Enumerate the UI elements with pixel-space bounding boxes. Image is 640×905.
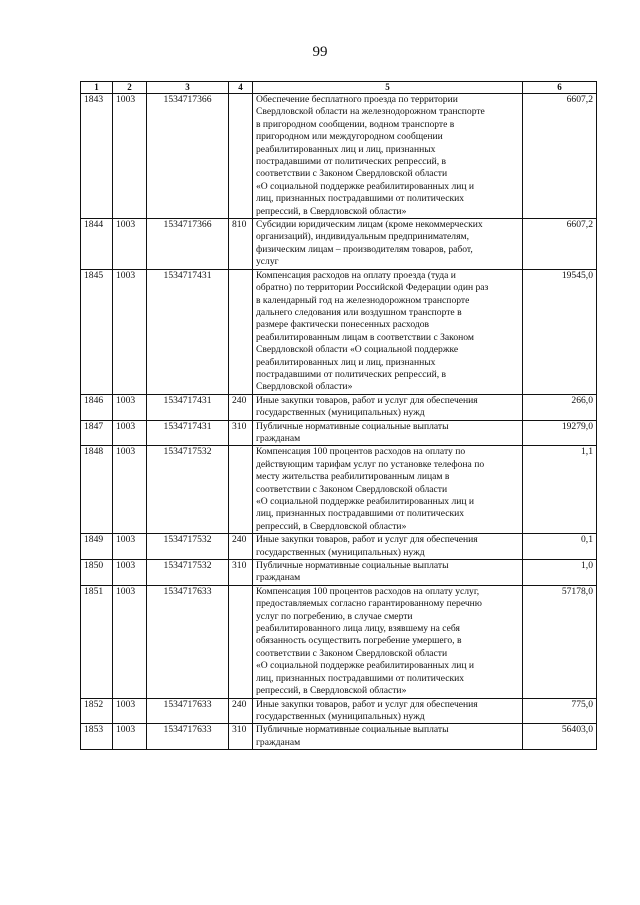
row-number: 1847 [81,420,113,446]
target-article-code: 1534717431 [147,420,229,446]
amount-value: 1,0 [523,560,597,586]
amount-value: 6607,2 [523,94,597,219]
item-description: Иные закупки товаров, работ и услуг для обеспечения государственных (муниципальных) нужд [253,534,523,560]
expense-type-code: 310 [229,724,253,750]
expense-type-code: 310 [229,420,253,446]
table-row [81,534,597,560]
section-code: 1003 [113,394,147,420]
expense-type-code: 240 [229,534,253,560]
expense-type-code [229,94,253,219]
target-article-code: 1534717532 [147,446,229,534]
amount-value: 57178,0 [523,585,597,698]
item-description: Компенсация 100 процентов расходов на оплату услуг, предоставляемых согласно гарантированному перечню услуг по погребению, в случае смерти реабилитированного лица лицу, взявшему на себя обязанность осуществить погребение умершего, в соответствии с Законом Свердловской области «О социальной поддержке реабилитированных лиц и лиц, признанных пострадавшими от политических репрессий, в Свердловской области» [253,585,523,698]
table-row [81,420,597,446]
target-article-code: 1534717633 [147,585,229,698]
target-article-code: 1534717366 [147,219,229,270]
table-row [81,585,597,698]
row-number: 1853 [81,724,113,750]
item-description: Иные закупки товаров, работ и услуг для обеспечения государственных (муниципальных) нужд [253,698,523,724]
table-header [81,82,597,94]
row-number: 1843 [81,94,113,219]
section-code: 1003 [113,219,147,270]
item-description: Компенсация расходов на оплату проезда (туда и обратно) по территории Российской Федерации один раз в календарный год на железнодорожном транспорте дальнего следования или воздушном транспорте в размере фактически понесенных расходов реабилитированным лицам в соответствии с Законом Свердловской области «О социальной поддержке реабилитированных лиц и лиц, признанных пострадавшими от политических репрессий, в Свердловской области» [253,269,523,394]
table-row [81,446,597,534]
target-article-code: 1534717431 [147,269,229,394]
expense-type-code [229,446,253,534]
section-code: 1003 [113,698,147,724]
header-col-6: 6 [523,82,597,94]
expense-type-code: 240 [229,394,253,420]
table-row [81,219,597,270]
table-row [81,94,597,219]
row-number: 1849 [81,534,113,560]
amount-value: 1,1 [523,446,597,534]
target-article-code: 1534717633 [147,724,229,750]
table-row [81,560,597,586]
section-code: 1003 [113,269,147,394]
expense-type-code: 240 [229,698,253,724]
row-number: 1845 [81,269,113,394]
table-body [81,94,597,750]
target-article-code: 1534717633 [147,698,229,724]
item-description: Субсидии юридическим лицам (кроме некоммерческих организаций), индивидуальным предпринимателям, физическим лицам – производителям товаров, работ, услуг [253,219,523,270]
target-article-code: 1534717366 [147,94,229,219]
header-col-5: 5 [253,82,523,94]
target-article-code: 1534717431 [147,394,229,420]
section-code: 1003 [113,94,147,219]
item-description: Публичные нормативные социальные выплаты гражданам [253,724,523,750]
row-number: 1848 [81,446,113,534]
table-row [81,698,597,724]
target-article-code: 1534717532 [147,560,229,586]
header-row [81,82,597,94]
expense-type-code [229,269,253,394]
amount-value: 56403,0 [523,724,597,750]
row-number: 1846 [81,394,113,420]
section-code: 1003 [113,420,147,446]
row-number: 1851 [81,585,113,698]
section-code: 1003 [113,534,147,560]
page-number: 99 [312,44,328,60]
item-description: Иные закупки товаров, работ и услуг для обеспечения государственных (муниципальных) нужд [253,394,523,420]
row-number: 1852 [81,698,113,724]
header-col-3: 3 [147,82,229,94]
target-article-code: 1534717532 [147,534,229,560]
section-code: 1003 [113,560,147,586]
item-description: Публичные нормативные социальные выплаты гражданам [253,560,523,586]
row-number: 1844 [81,219,113,270]
header-col-4: 4 [229,82,253,94]
section-code: 1003 [113,585,147,698]
table-row [81,394,597,420]
budget-table [80,81,597,750]
table-row [81,269,597,394]
amount-value: 19279,0 [523,420,597,446]
item-description: Публичные нормативные социальные выплаты гражданам [253,420,523,446]
amount-value: 266,0 [523,394,597,420]
item-description: Обеспечение бесплатного проезда по территории Свердловской области на железнодорожном транспорте в пригородном сообщении, водном транспорте в пригородном или междугородном сообщении реабилитированных лиц и лиц, признанных пострадавшими от политических репрессий, в соответствии с Законом Свердловской области «О социальной поддержке реабилитированных лиц и лиц, признанных пострадавшими от политических репрессий, в Свердловской области» [253,94,523,219]
table-row [81,724,597,750]
section-code: 1003 [113,724,147,750]
expense-type-code: 810 [229,219,253,270]
header-col-2: 2 [113,82,147,94]
header-col-1: 1 [81,82,113,94]
item-description: Компенсация 100 процентов расходов на оплату по действующим тарифам услуг по установке телефона по месту жительства реабилитированным лицам в соответствии с Законом Свердловской области «О социальной поддержке реабилитированных лиц и лиц, признанных пострадавшими от политических репрессий, в Свердловской области» [253,446,523,534]
expense-type-code: 310 [229,560,253,586]
expense-type-code [229,585,253,698]
amount-value: 0,1 [523,534,597,560]
amount-value: 19545,0 [523,269,597,394]
amount-value: 6607,2 [523,219,597,270]
row-number: 1850 [81,560,113,586]
section-code: 1003 [113,446,147,534]
amount-value: 775,0 [523,698,597,724]
